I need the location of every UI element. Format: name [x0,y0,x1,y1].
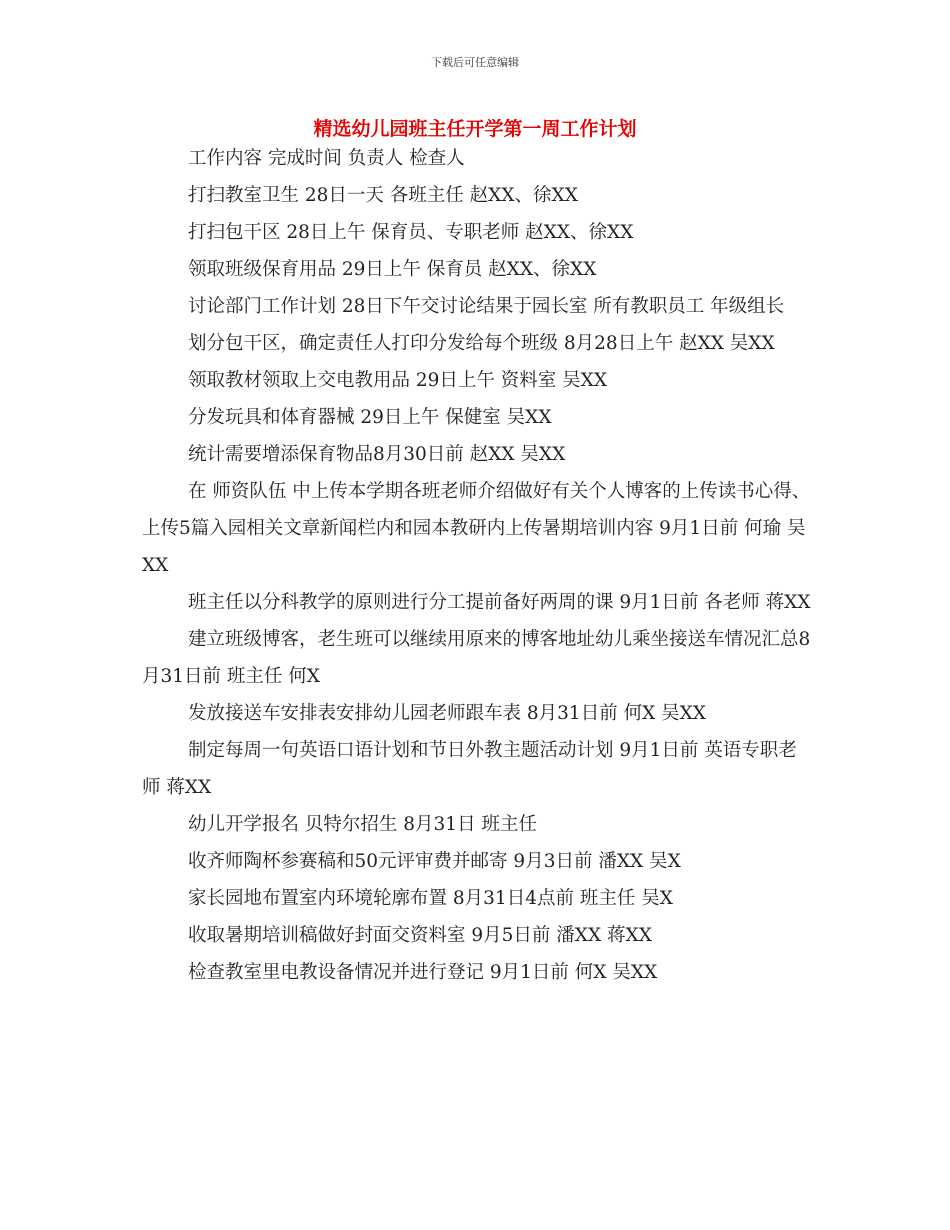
paragraph: 打扫包干区 28日上午 保育员、专职老师 赵XX、徐XX [188,222,634,243]
paragraph: 领取教材领取上交电教用品 29日上午 资料室 吴XX [188,370,608,391]
document-body [142,140,814,991]
paragraph: 检查教室里电教设备情况并进行登记 9月1日前 何X 吴XX [188,962,658,983]
paragraph: 制定每周一句英语口语计划和节日外教主题活动计划 9月1日前 英语专职老师 蒋XX [142,740,797,798]
paragraph: 发放接送车安排表安排幼儿园老师跟车表 8月31日前 何X 吴XX [188,703,706,724]
paragraph: 在 师资队伍 中上传本学期各班老师介绍做好有关个人博客的上传读书心得、上传5篇入园相关文章新闻栏内和园本教研内上传暑期培训内容 9月1日前 何瑜 吴XX [142,481,811,576]
paragraph: 幼儿开学报名 贝特尔招生 8月31日 班主任 [188,814,537,835]
paragraph: 划分包干区，确定责任人打印分发给每个班级 8月28日上午 赵XX 吴XX [188,333,775,354]
paragraph: 统计需要增添保育物品8月30日前 赵XX 吴XX [188,444,566,465]
paragraph: 收齐师陶杯参赛稿和50元评审费并邮寄 9月3日前 潘XX 吴X [188,851,681,872]
document-title: 精选幼儿园班主任开学第一周工作计划 [313,118,637,140]
paragraph: 收取暑期培训稿做好封面交资料室 9月5日前 潘XX 蒋XX [188,925,652,946]
paragraph: 打扫教室卫生 28日一天 各班主任 赵XX、徐XX [188,185,578,206]
paragraph: 工作内容 完成时间 负责人 检查人 [188,148,465,169]
page-header: 下载后可任意编辑 [431,56,519,69]
paragraph: 班主任以分科教学的原则进行分工提前备好两周的课 9月1日前 各老师 蒋XX [188,592,811,613]
paragraph: 分发玩具和体育器械 29日上午 保健室 吴XX [188,407,552,428]
paragraph: 讨论部门工作计划 28日下午交讨论结果于园长室 所有教职员工 年级组长 [188,296,785,317]
paragraph: 领取班级保育用品 29日上午 保育员 赵XX、徐XX [188,259,597,280]
paragraph: 家长园地布置室内环境轮廓布置 8月31日4点前 班主任 吴X [188,888,673,909]
paragraph: 建立班级博客，老生班可以继续用原来的博客地址幼儿乘坐接送车情况汇总8月31日前 班主任 何X [142,629,811,687]
